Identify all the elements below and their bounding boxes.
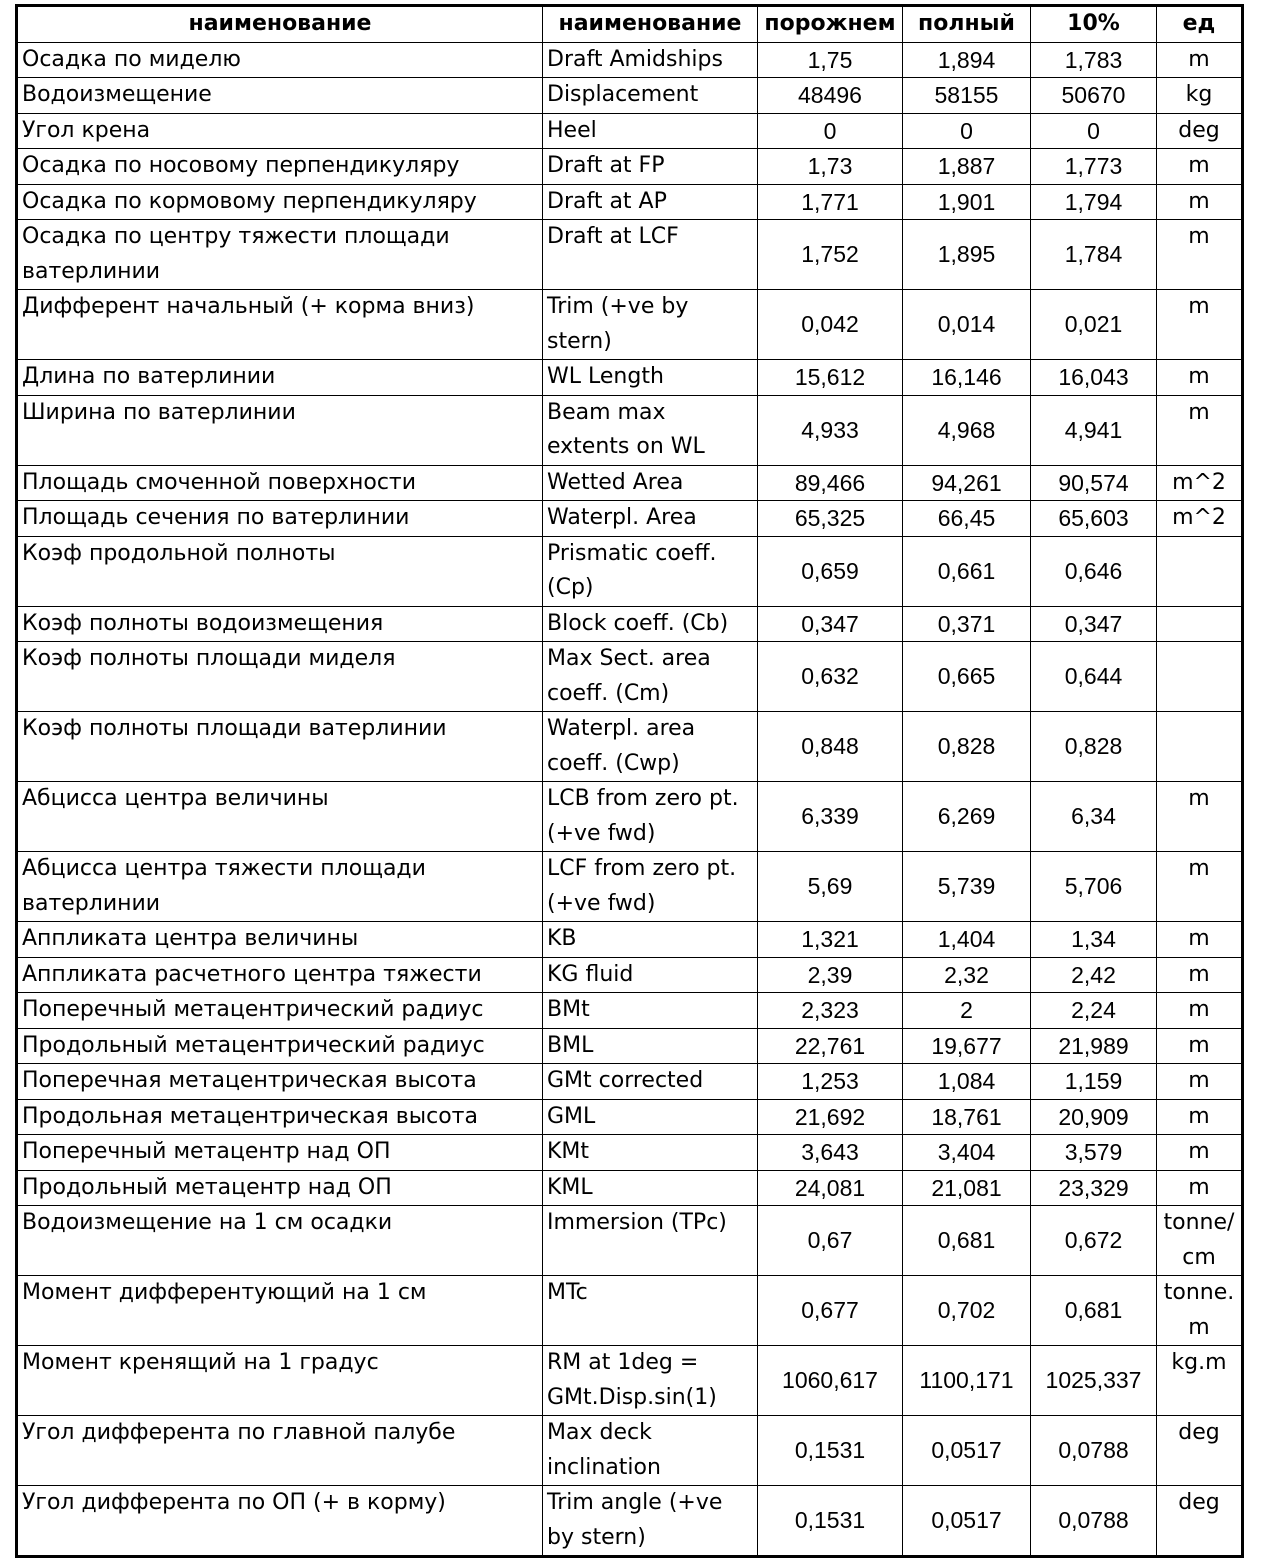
cell-full: 6,269: [903, 782, 1031, 852]
cell-10-percent: 4,941: [1031, 395, 1157, 465]
header-empty: порожнем: [758, 6, 903, 43]
cell-name-en: Block coeff. (Cb): [543, 606, 758, 642]
cell-name-ru: Поперечный метацентр над ОП: [17, 1135, 543, 1171]
cell-10-percent: 1025,337: [1031, 1346, 1157, 1416]
cell-empty: 1,752: [758, 220, 903, 290]
cell-empty: 2,323: [758, 993, 903, 1029]
cell-name-en: Trim angle (+ve by stern): [543, 1486, 758, 1557]
cell-10-percent: 0,0788: [1031, 1416, 1157, 1486]
cell-empty: 22,761: [758, 1028, 903, 1064]
table-row: [17, 501, 1243, 537]
table-row: [17, 1346, 1243, 1416]
table-row: [17, 184, 1243, 220]
cell-10-percent: 0: [1031, 113, 1157, 149]
table-row: [17, 1028, 1243, 1064]
table-row: [17, 1135, 1243, 1171]
cell-name-en: LCB from zero pt. (+ve fwd): [543, 782, 758, 852]
cell-10-percent: 65,603: [1031, 501, 1157, 537]
cell-name-en: BMt: [543, 993, 758, 1029]
table-row: [17, 360, 1243, 396]
cell-name-en: WL Length: [543, 360, 758, 396]
cell-unit: m: [1157, 360, 1243, 396]
cell-full: 1,895: [903, 220, 1031, 290]
cell-10-percent: 2,42: [1031, 957, 1157, 993]
cell-empty: 1060,617: [758, 1346, 903, 1416]
cell-full: 1,901: [903, 184, 1031, 220]
table-row: [17, 606, 1243, 642]
cell-unit: m: [1157, 290, 1243, 360]
cell-name-ru: Водоизмещение на 1 см осадки: [17, 1206, 543, 1276]
cell-name-ru: Поперечный метацентрический радиус: [17, 993, 543, 1029]
cell-name-ru: Угол крена: [17, 113, 543, 149]
cell-unit: m: [1157, 922, 1243, 958]
cell-name-ru: Осадка по носовому перпендикуляру: [17, 149, 543, 185]
cell-unit: m^2: [1157, 501, 1243, 537]
cell-name-ru: Площадь смоченной поверхности: [17, 465, 543, 501]
cell-name-ru: Момент дифферентующий на 1 см: [17, 1276, 543, 1346]
cell-unit: tonne/ cm: [1157, 1206, 1243, 1276]
cell-name-en: Beam max extents on WL: [543, 395, 758, 465]
cell-empty: 0,1531: [758, 1486, 903, 1557]
cell-name-ru: Коэф полноты площади миделя: [17, 642, 543, 712]
cell-name-ru: Аппликата расчетного центра тяжести: [17, 957, 543, 993]
cell-10-percent: 1,794: [1031, 184, 1157, 220]
cell-10-percent: 0,646: [1031, 536, 1157, 606]
cell-full: 1,404: [903, 922, 1031, 958]
cell-10-percent: 20,909: [1031, 1099, 1157, 1135]
cell-unit: kg.m: [1157, 1346, 1243, 1416]
cell-empty: 0,632: [758, 642, 903, 712]
cell-name-ru: Момент кренящий на 1 градус: [17, 1346, 543, 1416]
hydrostatics-table: [15, 4, 1244, 1558]
cell-name-ru: Коэф полноты водоизмещения: [17, 606, 543, 642]
cell-name-ru: Коэф полноты площади ватерлинии: [17, 712, 543, 782]
table-row: [17, 1099, 1243, 1135]
cell-full: 0,0517: [903, 1416, 1031, 1486]
cell-10-percent: 0,672: [1031, 1206, 1157, 1276]
cell-name-en: KB: [543, 922, 758, 958]
cell-name-en: Draft at LCF: [543, 220, 758, 290]
cell-empty: 1,253: [758, 1064, 903, 1100]
cell-name-en: MTc: [543, 1276, 758, 1346]
cell-unit: m: [1157, 220, 1243, 290]
cell-empty: 5,69: [758, 852, 903, 922]
cell-name-en: LCF from zero pt. (+ve fwd): [543, 852, 758, 922]
cell-empty: 0,67: [758, 1206, 903, 1276]
cell-unit: [1157, 606, 1243, 642]
table-row: [17, 395, 1243, 465]
cell-name-ru: Абцисса центра величины: [17, 782, 543, 852]
cell-10-percent: 1,783: [1031, 42, 1157, 78]
cell-10-percent: 5,706: [1031, 852, 1157, 922]
table-row: [17, 78, 1243, 114]
table-row: [17, 113, 1243, 149]
cell-name-ru: Осадка по миделю: [17, 42, 543, 78]
cell-empty: 48496: [758, 78, 903, 114]
cell-10-percent: 0,0788: [1031, 1486, 1157, 1557]
header-full: полный: [903, 6, 1031, 43]
cell-unit: tonne. m: [1157, 1276, 1243, 1346]
cell-unit: deg: [1157, 113, 1243, 149]
cell-empty: 0,848: [758, 712, 903, 782]
cell-10-percent: 90,574: [1031, 465, 1157, 501]
cell-full: 16,146: [903, 360, 1031, 396]
cell-name-en: Waterpl. Area: [543, 501, 758, 537]
cell-name-en: Immersion (TPc): [543, 1206, 758, 1276]
cell-name-en: GML: [543, 1099, 758, 1135]
cell-unit: m: [1157, 184, 1243, 220]
cell-full: 1,084: [903, 1064, 1031, 1100]
cell-unit: kg: [1157, 78, 1243, 114]
cell-empty: 4,933: [758, 395, 903, 465]
cell-name-ru: Угол дифферента по главной палубе: [17, 1416, 543, 1486]
cell-unit: m: [1157, 1064, 1243, 1100]
cell-10-percent: 0,644: [1031, 642, 1157, 712]
cell-empty: 0,659: [758, 536, 903, 606]
cell-name-en: Waterpl. area coeff. (Cwp): [543, 712, 758, 782]
cell-full: 2: [903, 993, 1031, 1029]
cell-unit: m: [1157, 1028, 1243, 1064]
cell-name-en: Draft at FP: [543, 149, 758, 185]
cell-name-en: Draft Amidships: [543, 42, 758, 78]
table-row: [17, 1170, 1243, 1206]
table-row: [17, 712, 1243, 782]
cell-name-ru: Продольный метацентрический радиус: [17, 1028, 543, 1064]
cell-10-percent: 6,34: [1031, 782, 1157, 852]
cell-name-en: KG fluid: [543, 957, 758, 993]
cell-name-ru: Абцисса центра тяжести площади ватерлинии: [17, 852, 543, 922]
cell-10-percent: 23,329: [1031, 1170, 1157, 1206]
cell-full: 0,828: [903, 712, 1031, 782]
table-row: [17, 1206, 1243, 1276]
header-10-percent: 10%: [1031, 6, 1157, 43]
table-row: [17, 1486, 1243, 1557]
cell-10-percent: 1,784: [1031, 220, 1157, 290]
cell-name-ru: Площадь сечения по ватерлинии: [17, 501, 543, 537]
cell-name-ru: Ширина по ватерлинии: [17, 395, 543, 465]
cell-full: 58155: [903, 78, 1031, 114]
cell-empty: 65,325: [758, 501, 903, 537]
cell-name-ru: Длина по ватерлинии: [17, 360, 543, 396]
cell-empty: 3,643: [758, 1135, 903, 1171]
cell-unit: m: [1157, 395, 1243, 465]
cell-unit: m: [1157, 993, 1243, 1029]
header-unit: ед: [1157, 6, 1243, 43]
header-name-ru: наименование: [17, 6, 543, 43]
cell-unit: m: [1157, 149, 1243, 185]
cell-full: 0,371: [903, 606, 1031, 642]
cell-empty: 0,347: [758, 606, 903, 642]
cell-name-en: Trim (+ve by stern): [543, 290, 758, 360]
cell-full: 3,404: [903, 1135, 1031, 1171]
table-row: [17, 465, 1243, 501]
cell-empty: 2,39: [758, 957, 903, 993]
table-row: [17, 536, 1243, 606]
cell-name-ru: Осадка по кормовому перпендикуляру: [17, 184, 543, 220]
cell-full: 0,681: [903, 1206, 1031, 1276]
cell-name-ru: Коэф продольной полноты: [17, 536, 543, 606]
cell-empty: 24,081: [758, 1170, 903, 1206]
cell-10-percent: 1,159: [1031, 1064, 1157, 1100]
cell-unit: m: [1157, 42, 1243, 78]
cell-name-en: Wetted Area: [543, 465, 758, 501]
cell-empty: 0,1531: [758, 1416, 903, 1486]
cell-full: 0,665: [903, 642, 1031, 712]
cell-name-en: Draft at AP: [543, 184, 758, 220]
cell-name-en: RM at 1deg = GMt.Disp.sin(1): [543, 1346, 758, 1416]
cell-full: 2,32: [903, 957, 1031, 993]
table-row: [17, 922, 1243, 958]
header-name-en: наименование: [543, 6, 758, 43]
cell-full: 1,887: [903, 149, 1031, 185]
cell-unit: m: [1157, 1170, 1243, 1206]
cell-full: 0,014: [903, 290, 1031, 360]
cell-full: 19,677: [903, 1028, 1031, 1064]
cell-name-en: Heel: [543, 113, 758, 149]
table-row: [17, 642, 1243, 712]
cell-empty: 0: [758, 113, 903, 149]
cell-full: 94,261: [903, 465, 1031, 501]
cell-full: 66,45: [903, 501, 1031, 537]
cell-name-ru: Угол дифферента по ОП (+ в корму): [17, 1486, 543, 1557]
cell-10-percent: 2,24: [1031, 993, 1157, 1029]
cell-empty: 89,466: [758, 465, 903, 501]
table-row: [17, 957, 1243, 993]
cell-unit: deg: [1157, 1416, 1243, 1486]
cell-name-en: Prismatic coeff. (Cp): [543, 536, 758, 606]
cell-unit: deg: [1157, 1486, 1243, 1557]
cell-empty: 0,677: [758, 1276, 903, 1346]
cell-name-en: BML: [543, 1028, 758, 1064]
cell-10-percent: 3,579: [1031, 1135, 1157, 1171]
cell-empty: 1,321: [758, 922, 903, 958]
table-row: [17, 1416, 1243, 1486]
cell-full: 21,081: [903, 1170, 1031, 1206]
cell-name-en: Displacement: [543, 78, 758, 114]
cell-empty: 1,75: [758, 42, 903, 78]
table-row: [17, 993, 1243, 1029]
cell-name-ru: Осадка по центру тяжести площади ватерлинии: [17, 220, 543, 290]
table-row: [17, 1276, 1243, 1346]
cell-full: 18,761: [903, 1099, 1031, 1135]
cell-name-ru: Продольный метацентр над ОП: [17, 1170, 543, 1206]
cell-name-ru: Аппликата центра величины: [17, 922, 543, 958]
cell-name-ru: Продольная метацентрическая высота: [17, 1099, 543, 1135]
cell-unit: m: [1157, 1099, 1243, 1135]
cell-unit: m: [1157, 957, 1243, 993]
cell-full: 1,894: [903, 42, 1031, 78]
cell-10-percent: 16,043: [1031, 360, 1157, 396]
cell-10-percent: 0,021: [1031, 290, 1157, 360]
cell-unit: m^2: [1157, 465, 1243, 501]
cell-empty: 15,612: [758, 360, 903, 396]
cell-full: 0: [903, 113, 1031, 149]
cell-name-en: Max Sect. area coeff. (Cm): [543, 642, 758, 712]
cell-name-en: KMt: [543, 1135, 758, 1171]
header-row: [17, 6, 1243, 43]
cell-full: 0,661: [903, 536, 1031, 606]
cell-empty: 21,692: [758, 1099, 903, 1135]
cell-name-ru: Дифферент начальный (+ корма вниз): [17, 290, 543, 360]
cell-empty: 0,042: [758, 290, 903, 360]
cell-10-percent: 1,34: [1031, 922, 1157, 958]
cell-full: 4,968: [903, 395, 1031, 465]
cell-full: 0,0517: [903, 1486, 1031, 1557]
cell-empty: 1,73: [758, 149, 903, 185]
cell-unit: [1157, 712, 1243, 782]
cell-empty: 6,339: [758, 782, 903, 852]
cell-10-percent: 0,681: [1031, 1276, 1157, 1346]
cell-10-percent: 1,773: [1031, 149, 1157, 185]
cell-name-en: Max deck inclination: [543, 1416, 758, 1486]
cell-unit: [1157, 536, 1243, 606]
cell-10-percent: 21,989: [1031, 1028, 1157, 1064]
table-row: [17, 782, 1243, 852]
cell-name-ru: Водоизмещение: [17, 78, 543, 114]
table-row: [17, 290, 1243, 360]
cell-10-percent: 0,347: [1031, 606, 1157, 642]
cell-empty: 1,771: [758, 184, 903, 220]
table-row: [17, 1064, 1243, 1100]
cell-unit: m: [1157, 782, 1243, 852]
cell-10-percent: 0,828: [1031, 712, 1157, 782]
cell-full: 0,702: [903, 1276, 1031, 1346]
cell-name-en: KML: [543, 1170, 758, 1206]
cell-name-en: GMt corrected: [543, 1064, 758, 1100]
cell-unit: m: [1157, 852, 1243, 922]
cell-unit: [1157, 642, 1243, 712]
cell-name-ru: Поперечная метацентрическая высота: [17, 1064, 543, 1100]
cell-full: 1100,171: [903, 1346, 1031, 1416]
cell-unit: m: [1157, 1135, 1243, 1171]
table-row: [17, 220, 1243, 290]
cell-10-percent: 50670: [1031, 78, 1157, 114]
cell-full: 5,739: [903, 852, 1031, 922]
table-row: [17, 42, 1243, 78]
table-row: [17, 852, 1243, 922]
table-row: [17, 149, 1243, 185]
